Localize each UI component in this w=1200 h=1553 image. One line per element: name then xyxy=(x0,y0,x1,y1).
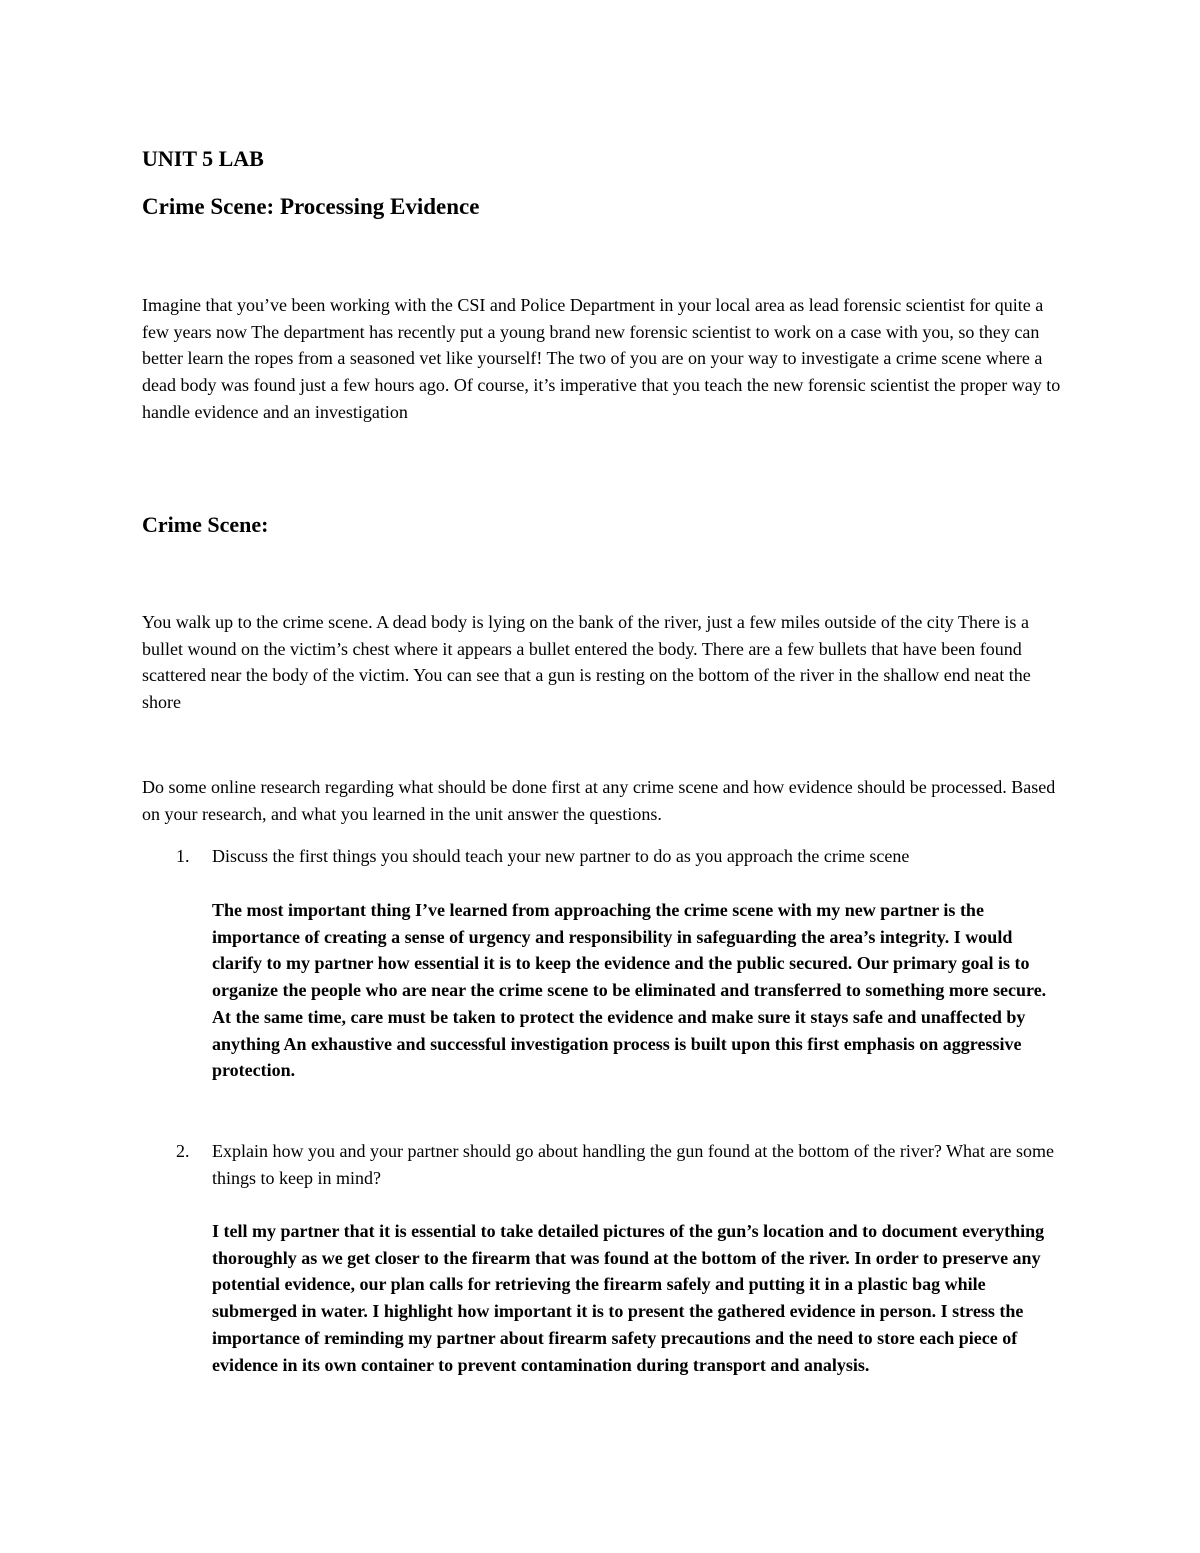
question-text: Discuss the first things you should teach your new partner to do as you approach the crime scene xyxy=(212,846,910,866)
answer-text: I tell my partner that it is essential to take detailed pictures of the gun’s location and to document everything thoroughly as we get closer to the firearm that was found at the bottom of the river. In order to preserve any potential evidence, our plan calls for retrieving the firearm safely and putting it in a plastic bag while submerged in water. I highlight how important it is to present the gathered evidence in person. I stress the importance of reminding my partner about firearm safety precautions and the need to store each piece of evidence in its own container to prevent contamination during transport and analysis. xyxy=(212,1221,1045,1375)
unit-title: UNIT 5 LAB xyxy=(142,146,264,171)
instructions-paragraph: Do some online research regarding what should be done first at any crime scene and how evidence should be processed. Based on your research, and what you learned in the unit answer the questions. xyxy=(142,777,1056,824)
question-number: 2. xyxy=(176,1141,190,1161)
answer-text: The most important thing I’ve learned from approaching the crime scene with my new partner is the importance of creating a sense of urgency and responsibility in safeguarding the area’s integrity. I would clarify to my partner how essential it is to keep the evidence and the public secured. Our primary goal is to organize the people who are near the crime scene to be eliminated and transferred to something more secure. At the same time, care must be taken to protect the evidence and make sure it stays safe and unaffected by anything An exhaustive and successful investigation process is built upon this first emphasis on aggressive protection. xyxy=(212,900,1047,1081)
document-title: Crime Scene: Processing Evidence xyxy=(142,194,480,219)
scene-description-paragraph: You walk up to the crime scene. A dead body is lying on the bank of the river, just a few miles outside of the city There is a bullet wound on the victim’s chest where it appears a bullet entered the body. There are a few bullets that have been found scattered near the body of the victim. You can see that a gun is resting on the bottom of the river in the shallow end neat the shore xyxy=(142,612,1031,713)
question-number: 1. xyxy=(176,846,190,866)
intro-paragraph: Imagine that you’ve been working with the CSI and Police Department in your local area as lead forensic scientist for quite a few years now The department has recently put a young brand new forensic scientist to work on a case with you, so they can better learn the ropes from a seasoned vet like yourself! The two of you are on your way to investigate a crime scene where a dead body was found just a few hours ago. Of course, it’s imperative that you teach the new forensic scientist the proper way to handle evidence and an investigation xyxy=(142,295,1061,422)
section-heading-crime-scene: Crime Scene: xyxy=(142,512,269,537)
question-text: Explain how you and your partner should go about handling the gun found at the bottom of the river? What are some things to keep in mind? xyxy=(212,1141,1054,1188)
